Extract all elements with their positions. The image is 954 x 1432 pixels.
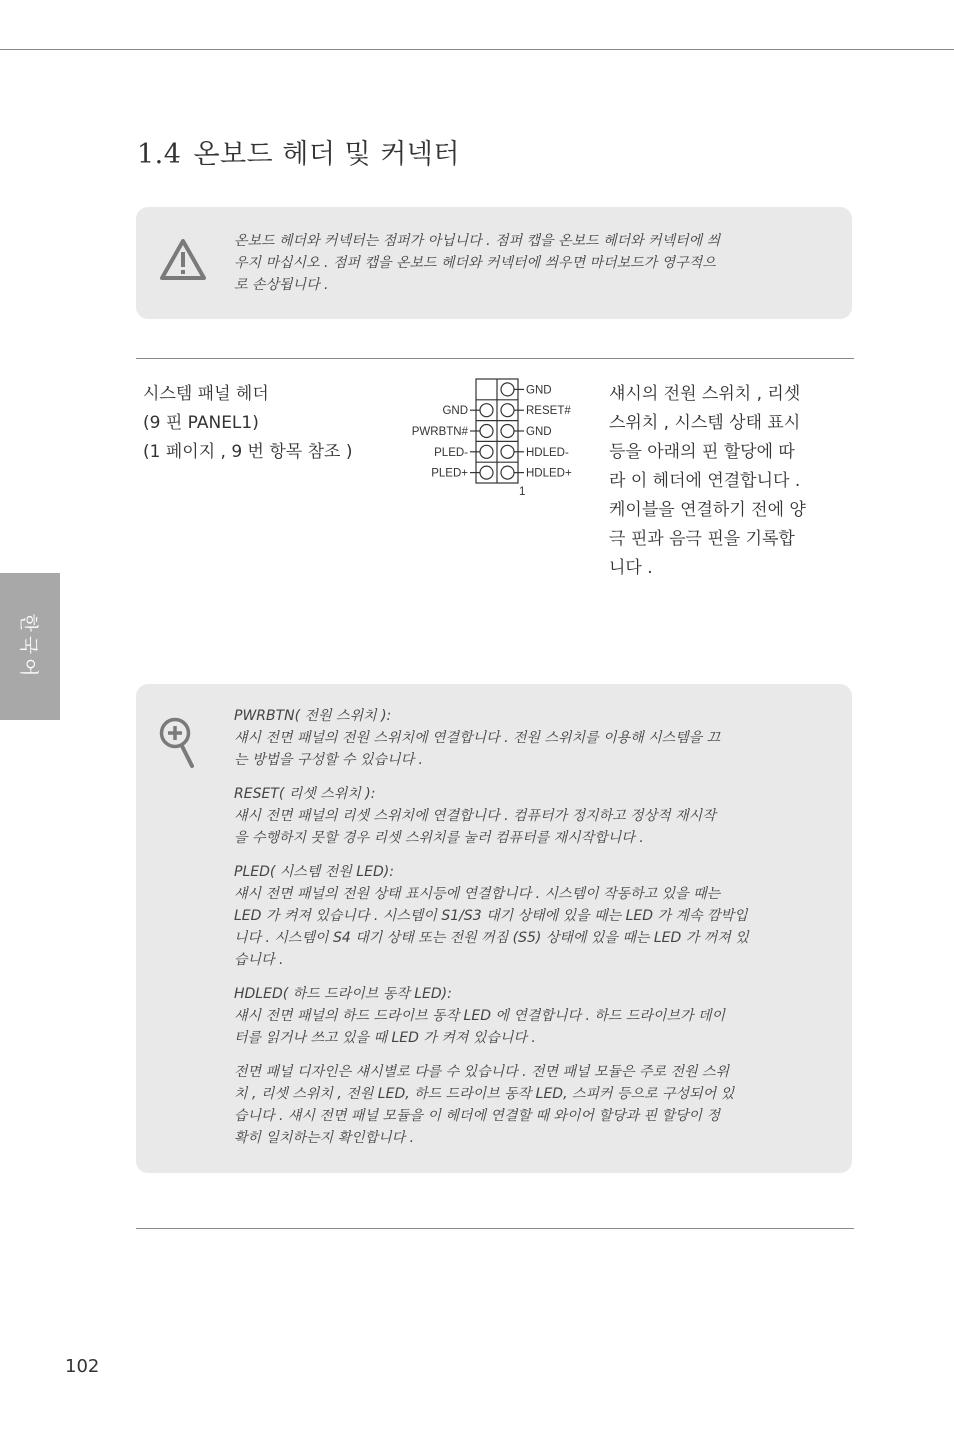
pin-label-left: PLED- bbox=[434, 446, 468, 459]
section-divider bbox=[136, 358, 854, 359]
pin-right bbox=[501, 445, 514, 458]
warning-triangle-icon bbox=[158, 237, 208, 283]
section-title bbox=[137, 132, 460, 171]
pin-left bbox=[480, 466, 493, 479]
note-title: HDLED( 하드 드라이브 동작 LED): bbox=[234, 986, 452, 1002]
page-number: 102 bbox=[65, 1356, 100, 1377]
pin-label-right: HDLED+ bbox=[526, 467, 572, 480]
note-block bbox=[234, 1061, 790, 1149]
note-line: 터를 읽거나 쓰고 있을 때 LED 가 켜져 있습니다 . bbox=[234, 1030, 536, 1046]
pin-label-left: PLED+ bbox=[431, 467, 468, 480]
warning-line: 로 손상됩니다 . bbox=[234, 277, 329, 293]
note-line: LED 가 켜져 있습니다 . 시스템이 S1/S3 대기 상태에 있을 때는 LED 가 계속 깜박입 bbox=[234, 908, 748, 924]
note-block bbox=[234, 783, 790, 849]
warning-text bbox=[234, 230, 790, 296]
pin-label-left: PWRBTN# bbox=[411, 426, 468, 438]
top-rule bbox=[0, 49, 954, 50]
pin-diagram bbox=[400, 376, 600, 500]
pin-label-right: GND bbox=[526, 426, 552, 438]
note-title: PLED( 시스템 전원 LED): bbox=[234, 864, 394, 880]
section-title-text: 온보드 헤더 및 커넥터 bbox=[193, 139, 460, 170]
note-block bbox=[234, 705, 790, 771]
notes-text bbox=[234, 705, 790, 1161]
pin-label-left: GND bbox=[442, 405, 468, 418]
note-line: 섀시 전면 패널의 하드 드라이브 동작 LED 에 연결합니다 . 하드 드라이브가 데이 bbox=[234, 1008, 725, 1024]
pin-right bbox=[501, 383, 514, 396]
header-info bbox=[143, 380, 353, 467]
section-number: 1.4 bbox=[137, 139, 182, 170]
pin-right bbox=[501, 425, 514, 438]
header-description: 섀시의 전원 스위치 , 리셋 스위치 , 시스템 상태 표시등을 아래의 핀 할당에 따라 이 헤더에 연결합니다 . 케이블을 연결하기 전에 양극 핀과 음극 핀을 기록합니다 . bbox=[609, 384, 806, 578]
pin-label-right: RESET# bbox=[526, 405, 571, 418]
warning-line: 온보드 헤더와 커넥터는 점퍼가 아닙니다 . 점퍼 캡을 온보드 헤더와 커넥터에 씌 bbox=[234, 233, 721, 249]
pin-left bbox=[480, 404, 493, 417]
note-line: 습니다 . bbox=[234, 952, 284, 968]
pin-right bbox=[501, 404, 514, 417]
pin-right bbox=[501, 466, 514, 479]
note-line: 확히 일치하는지 확인합니다 . bbox=[234, 1130, 415, 1146]
info-callout bbox=[136, 684, 852, 1173]
pin-one-label: 1 bbox=[519, 486, 526, 498]
header-reference: (1 페이지 , 9 번 항목 참조 ) bbox=[143, 442, 353, 462]
note-title: PWRBTN( 전원 스위치 ): bbox=[234, 708, 392, 724]
note-block bbox=[234, 983, 790, 1049]
note-line: 니다 . 시스템이 S4 대기 상태 또는 전원 꺼짐 (S5) 상태에 있을 때는 LED 가 꺼져 있 bbox=[234, 930, 749, 946]
warning-line: 우지 마십시오 . 점퍼 캡을 온보드 헤더와 커넥터에 씌우면 마더보드가 영구적으 bbox=[234, 255, 716, 271]
pin-left bbox=[480, 445, 493, 458]
pin-left bbox=[480, 425, 493, 438]
bottom-divider bbox=[136, 1228, 854, 1229]
note-line: 습니다 . 섀시 전면 패널 모듈을 이 헤더에 연결할 때 와이어 할당과 핀 할당이 정 bbox=[234, 1108, 720, 1124]
note-line: 섀시 전면 패널의 전원 스위치에 연결합니다 . 전원 스위치를 이용해 시스템을 끄 bbox=[234, 730, 721, 746]
note-line: 는 방법을 구성할 수 있습니다 . bbox=[234, 752, 423, 768]
magnifier-plus-icon bbox=[158, 716, 198, 770]
note-line: 섀시 전면 패널의 전원 상태 표시등에 연결합니다 . 시스템이 작동하고 있을 때는 bbox=[234, 886, 721, 902]
language-tab bbox=[0, 573, 60, 720]
pin-label-right: GND bbox=[526, 384, 552, 397]
language-tab-label: 한국어 bbox=[17, 612, 40, 681]
pin-label-right: HDLED- bbox=[526, 446, 569, 459]
note-line: 섀시 전면 패널의 리셋 스위치에 연결합니다 . 컴퓨터가 정지하고 정상적 재시작 bbox=[234, 808, 716, 824]
header-pins: (9 핀 PANEL1) bbox=[143, 413, 259, 433]
note-title: RESET( 리셋 스위치 ): bbox=[234, 786, 376, 802]
note-line: 전면 패널 디자인은 섀시별로 다를 수 있습니다 . 전면 패널 모듈은 주로 전원 스위 bbox=[234, 1064, 730, 1080]
note-block bbox=[234, 861, 790, 971]
warning-callout bbox=[136, 207, 852, 319]
note-line: 을 수행하지 못할 경우 리셋 스위치를 눌러 컴퓨터를 재시작합니다 . bbox=[234, 830, 644, 846]
header-name: 시스템 패널 헤더 bbox=[143, 384, 269, 404]
note-line: 치 , 리셋 스위치 , 전원 LED, 하드 드라이브 동작 LED, 스피커 등으로 구성되어 있 bbox=[234, 1086, 735, 1102]
